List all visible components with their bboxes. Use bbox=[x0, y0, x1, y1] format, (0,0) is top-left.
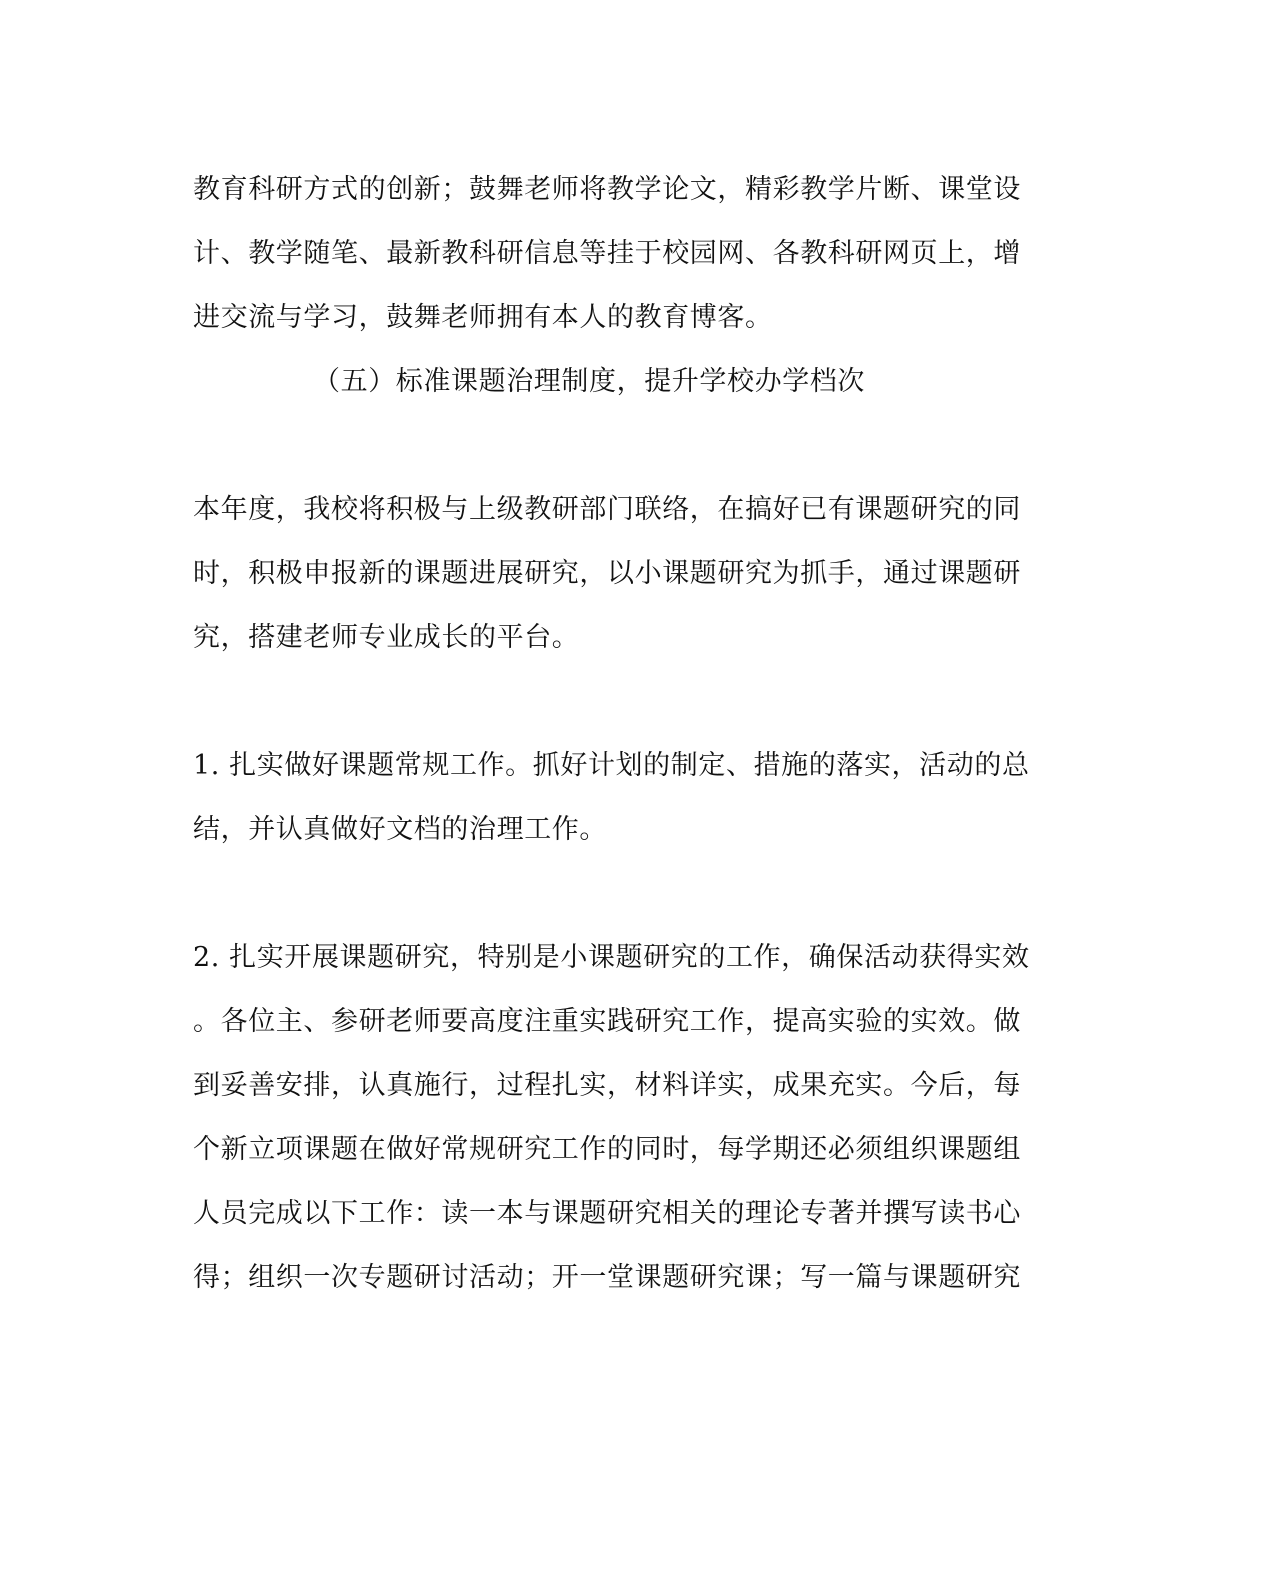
list-item-2-line-1: 2. 扎实开展课题研究，特别是小课题研究的工作，确保活动获得实效 bbox=[193, 942, 1030, 973]
list-item-2-line-2: 。各位主、参研老师要高度注重实践研究工作，提高实验的实效。做 bbox=[193, 1006, 1021, 1037]
list-item-2-line-6: 得；组织一次专题研讨活动；开一堂课题研究课；写一篇与课题研究 bbox=[193, 1262, 1021, 1293]
list-item-2-line-4: 个新立项课题在做好常规研究工作的同时，每学期还必须组织课题组 bbox=[193, 1134, 1021, 1165]
paragraph-2-line-3: 究，搭建老师专业成长的平台。 bbox=[193, 622, 580, 653]
paragraph-1-line-1: 教育科研方式的创新；鼓舞老师将教学论文，精彩教学片断、课堂设 bbox=[193, 174, 1021, 205]
section-heading-5: （五）标准课题治理制度，提升学校办学档次 bbox=[313, 366, 865, 397]
paragraph-1-line-2: 计、教学随笔、最新教科研信息等挂于校园网、各教科研网页上，增 bbox=[193, 238, 1021, 269]
list-item-1-line-1: 1. 扎实做好课题常规工作。抓好计划的制定、措施的落实，活动的总 bbox=[193, 750, 1030, 781]
list-item-1-line-2: 结，并认真做好文档的治理工作。 bbox=[193, 814, 607, 845]
paragraph-1-line-3: 进交流与学习，鼓舞老师拥有本人的教育博客。 bbox=[193, 302, 773, 333]
paragraph-2-line-1: 本年度，我校将积极与上级教研部门联络，在搞好已有课题研究的同 bbox=[193, 494, 1021, 525]
list-item-2-line-5: 人员完成以下工作：读一本与课题研究相关的理论专著并撰写读书心 bbox=[193, 1198, 1021, 1229]
list-item-2-line-3: 到妥善安排，认真施行，过程扎实，材料详实，成果充实。今后，每 bbox=[193, 1070, 1021, 1101]
paragraph-2-line-2: 时，积极申报新的课题进展研究，以小课题研究为抓手，通过课题研 bbox=[193, 558, 1021, 589]
